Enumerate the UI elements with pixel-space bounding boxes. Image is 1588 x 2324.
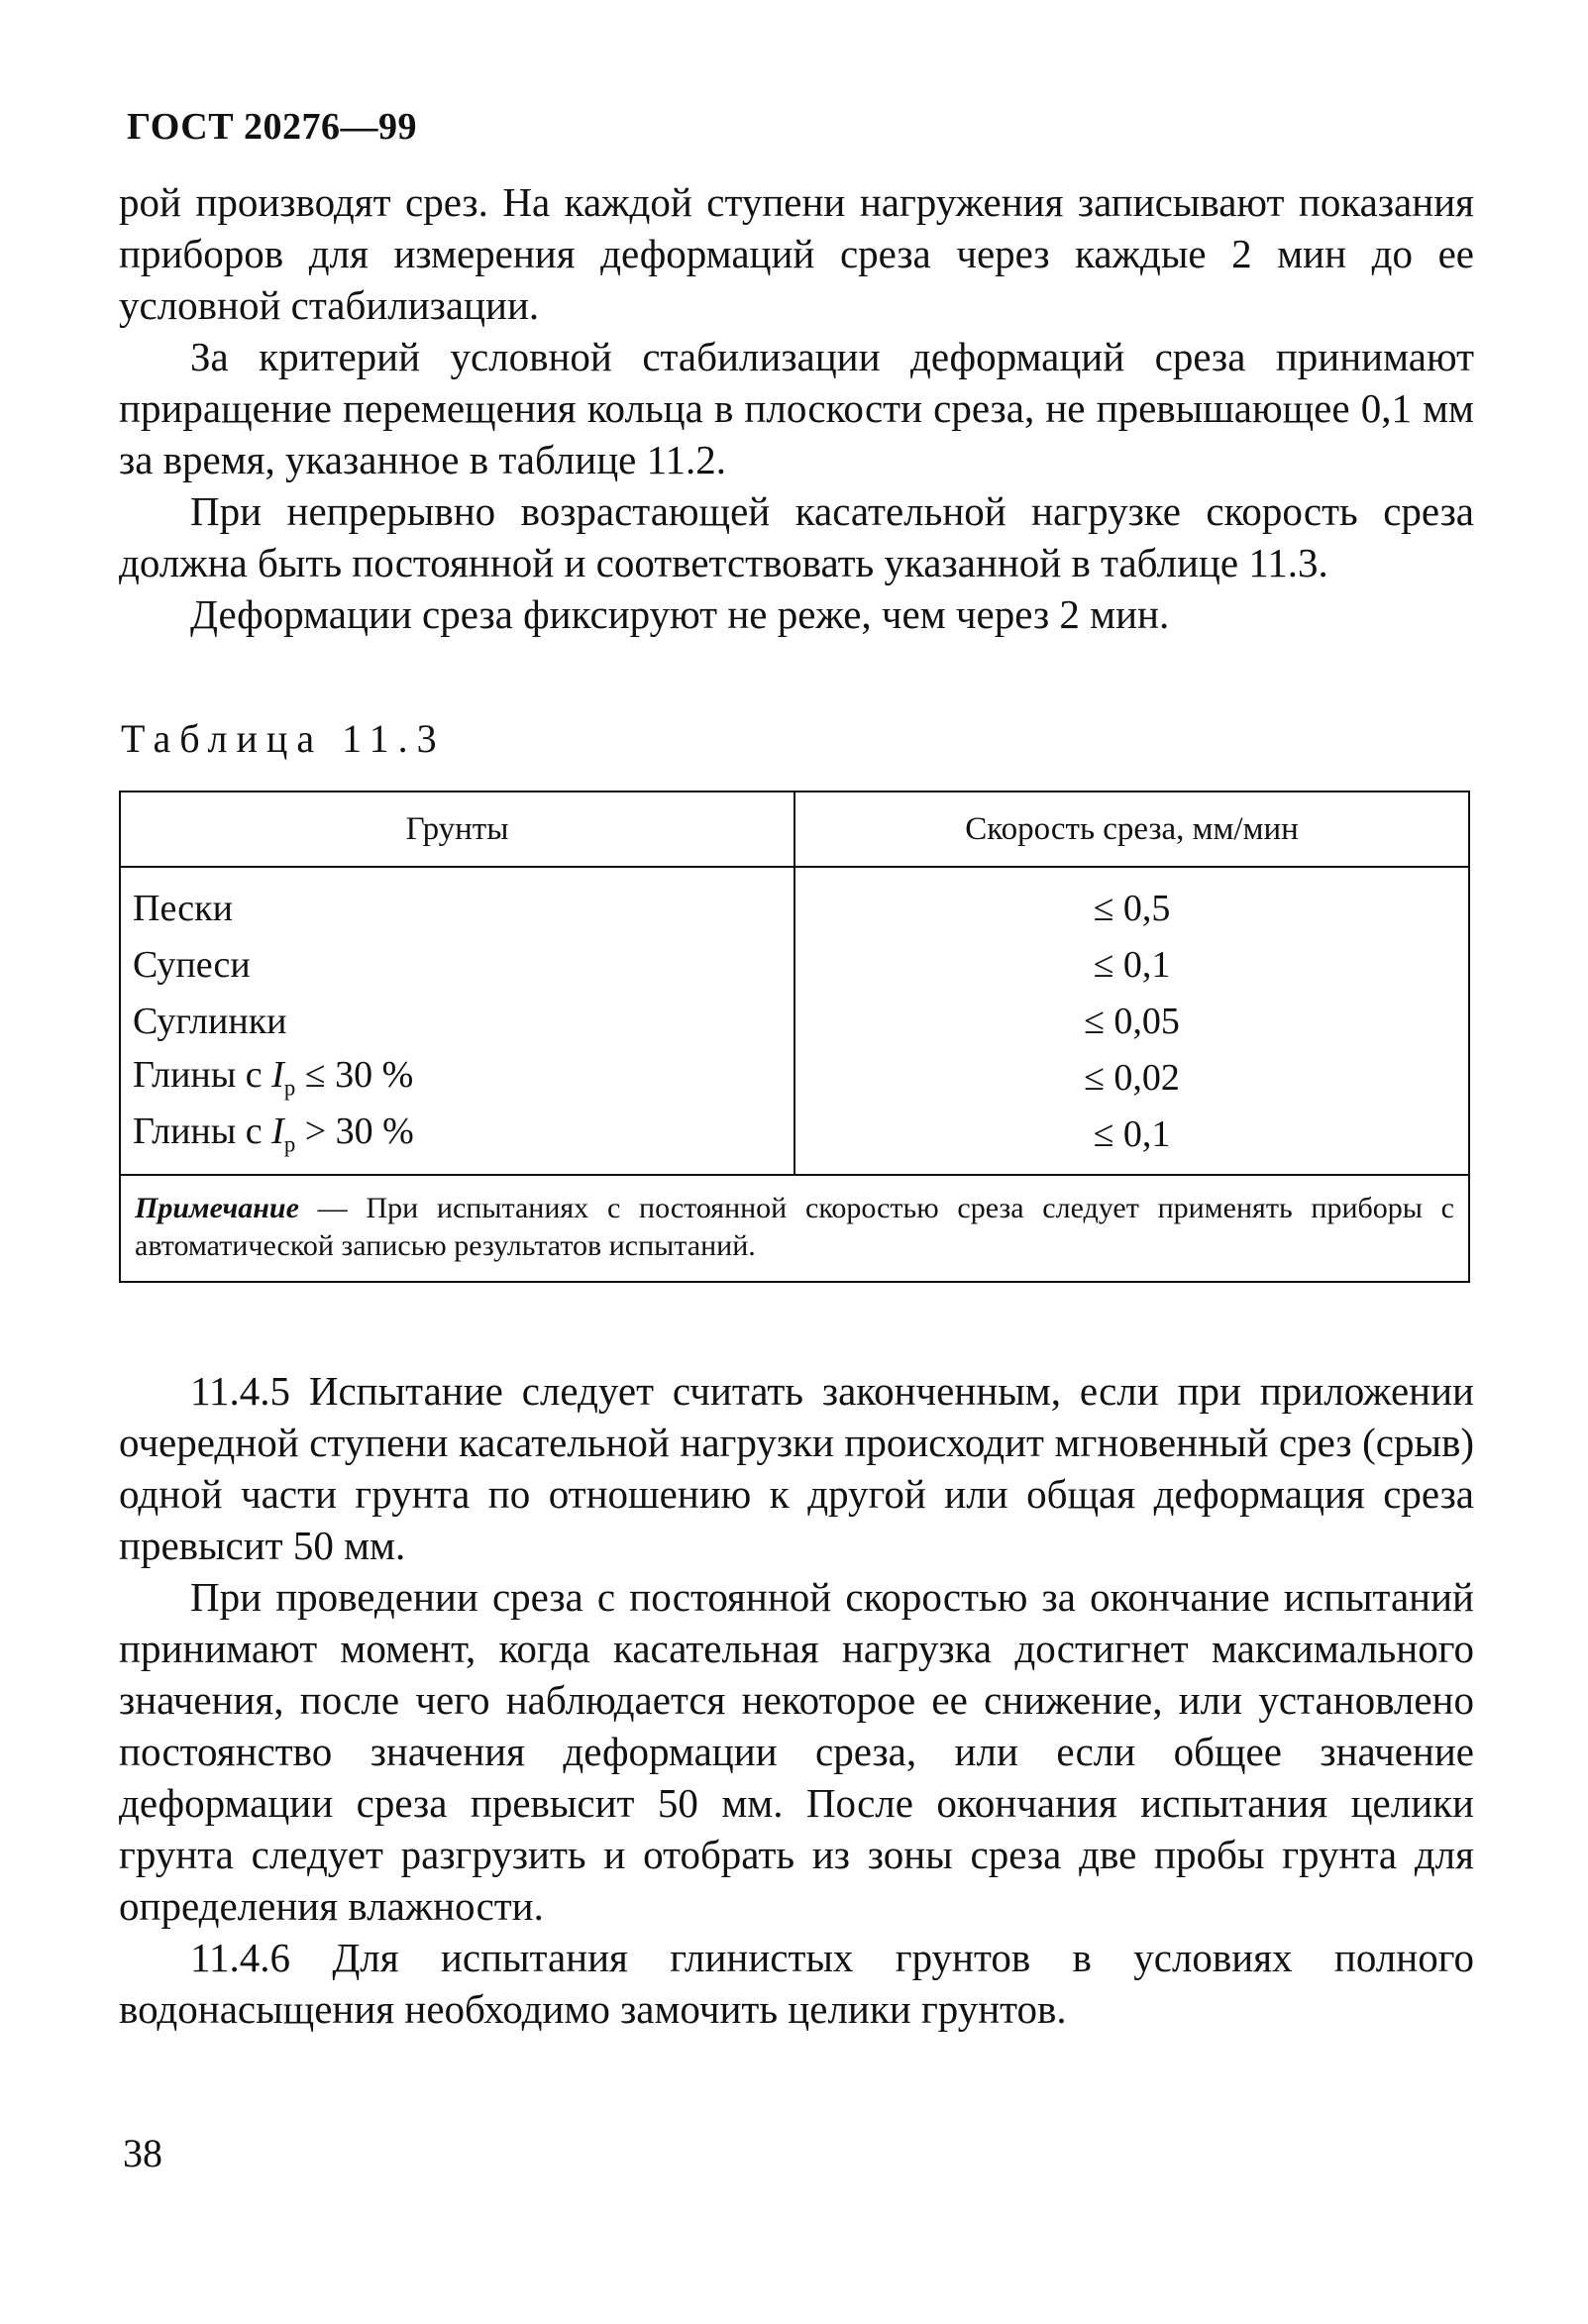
document-header: ГОСТ 20276—99 [127, 106, 418, 148]
table-label: Таблица 11.3 [121, 716, 446, 761]
speed-cell: ≤ 0,05 [794, 993, 1469, 1049]
soil-cell [120, 1049, 794, 1106]
soil-prefix: Глины с [133, 1054, 272, 1097]
plasticity-symbol: I [271, 1110, 284, 1153]
paragraph: 11.4.5 Испытание следует считать законченным, если при приложении очередной ступени касательной нагрузки происходит мгновенный срез (срыв) одной части грунта по отношению к другой или общая деформация среза превысит 50 мм. [119, 1368, 1474, 1568]
paragraph: При проведении среза с постоянной скоростью за окончание испытаний принимают момент, когда касательная нагрузка достигнет максимального значения, после чего наблюдается некоторое ее снижение, или установлено постоянство значения деформации среза, или если общее значение деформации среза превысит 50 мм. После окончания испытания целики грунта следует разгрузить и отобрать из зоны среза две пробы грунта для определения влажности. [119, 1574, 1474, 1929]
note-text: — При испытаниях с постоянной скоростью среза следует применять приборы с автоматической записью результатов испытаний. [135, 1192, 1454, 1262]
table-header-row [120, 792, 1469, 867]
top-text [119, 176, 1474, 640]
speed-cell: ≤ 0,02 [794, 1049, 1469, 1106]
page-number: 38 [123, 2131, 162, 2175]
soil-suffix: > 30 % [295, 1110, 414, 1153]
paragraph: Деформации среза фиксируют не реже, чем через 2 мин. [190, 591, 1170, 637]
plasticity-subscript: p [283, 1075, 296, 1101]
soil-prefix: Глины с [133, 1110, 272, 1153]
speed-cell: ≤ 0,1 [794, 1106, 1469, 1175]
column-header-speed: Скорость среза, мм/мин [794, 792, 1469, 867]
table-row [120, 867, 1469, 936]
column-header-soils: Грунты [120, 792, 794, 867]
soil-cell: Пески [120, 867, 794, 936]
plasticity-subscript: p [283, 1131, 296, 1157]
shear-speed-table [119, 791, 1470, 1283]
table-note-row [120, 1175, 1469, 1282]
plasticity-symbol: I [271, 1054, 284, 1097]
speed-cell: ≤ 0,5 [794, 867, 1469, 936]
table-row [120, 1106, 1469, 1175]
speed-cell: ≤ 0,1 [794, 936, 1469, 993]
paragraph: За критерий условной стабилизации деформаций среза принимают приращение перемещения кольца в плоскости среза, не превышающее 0,1 мм за время, указанное в таблице 11.2. [119, 334, 1474, 482]
paragraph: рой производят срез. На каждой ступени нагружения записывают показания приборов для измерения деформаций среза через каждые 2 мин до ее условной стабилизации. [119, 179, 1474, 328]
soil-cell: Супеси [120, 936, 794, 993]
soil-cell [120, 1106, 794, 1175]
bottom-text [119, 1365, 1474, 2035]
paragraph: 11.4.6 Для испытания глинистых грунтов в условиях полного водонасыщения необходимо замочить целики грунтов. [119, 1935, 1474, 2032]
note-prefix: Примечание [135, 1192, 299, 1224]
table-row [120, 1049, 1469, 1106]
table-row [120, 993, 1469, 1049]
table-note [120, 1175, 1469, 1282]
paragraph: При непрерывно возрастающей касательной нагрузке скорость среза должна быть постоянной и соответствовать указанной в таблице 11.3. [119, 488, 1474, 585]
soil-cell: Суглинки [120, 993, 794, 1049]
soil-suffix: ≤ 30 % [295, 1054, 414, 1097]
table-row [120, 936, 1469, 993]
